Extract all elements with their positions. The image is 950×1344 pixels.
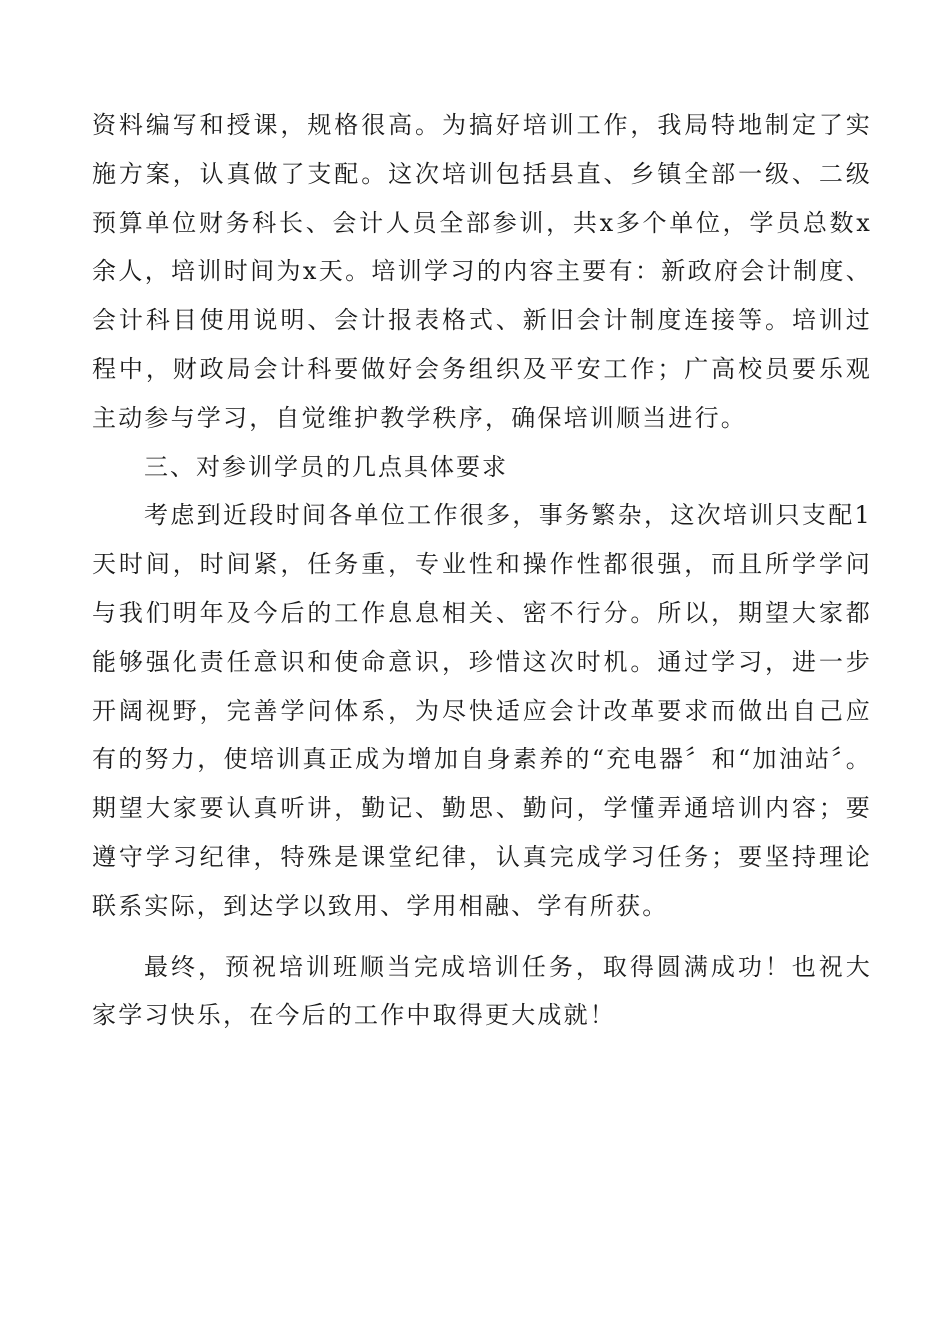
paragraph-closing: 最终，预祝培训班顺当完成培训任务，取得圆满成功！也祝大家学习快乐，在今后的工作中取得更大成就！ [92,952,872,1030]
document-body [92,101,872,1040]
section-heading: 三、对参训学员的几点具体要求 [144,452,508,481]
paragraph-continued: 资料编写和授课，规格很高。为搞好培训工作，我局特地制定了实施方案，认真做了支配。这次培训包括县直、乡镇全部一级、二级预算单位财务科长、会计人员全部参训，共x多个单位，学员总数x余人，培训时间为x天。培训学习的内容主要有：新政府会计制度、会计科目使用说明、会计报表格式、新旧会计制度连接等。培训过程中，财政局会计科要做好会务组织及平安工作；广高校员要乐观主动参与学习，自觉维护教学秩序，确保培训顺当进行。 [92,111,872,432]
paragraph-requirements: 考虑到近段时间各单位工作很多，事务繁杂，这次培训只支配1天时间，时间紧，任务重，专业性和操作性都很强，而且所学学问与我们明年及今后的工作息息相关、密不行分。所以，期望大家都能够强化责任意识和使命意识，珍惜这次时机。通过学习，进一步开阔视野，完善学问体系，为尽快适应会计改革要求而做出自己应有的努力，使培训真正成为增加自身素养的“充电器〞和“加油站〞。期望大家要认真听讲，勤记、勤思、勤问，学懂弄通培训内容；要遵守学习纪律，特殊是课堂纪律，认真完成学习任务；要坚持理论联系实际，到达学以致用、学用相融、学有所获。 [92,501,872,920]
